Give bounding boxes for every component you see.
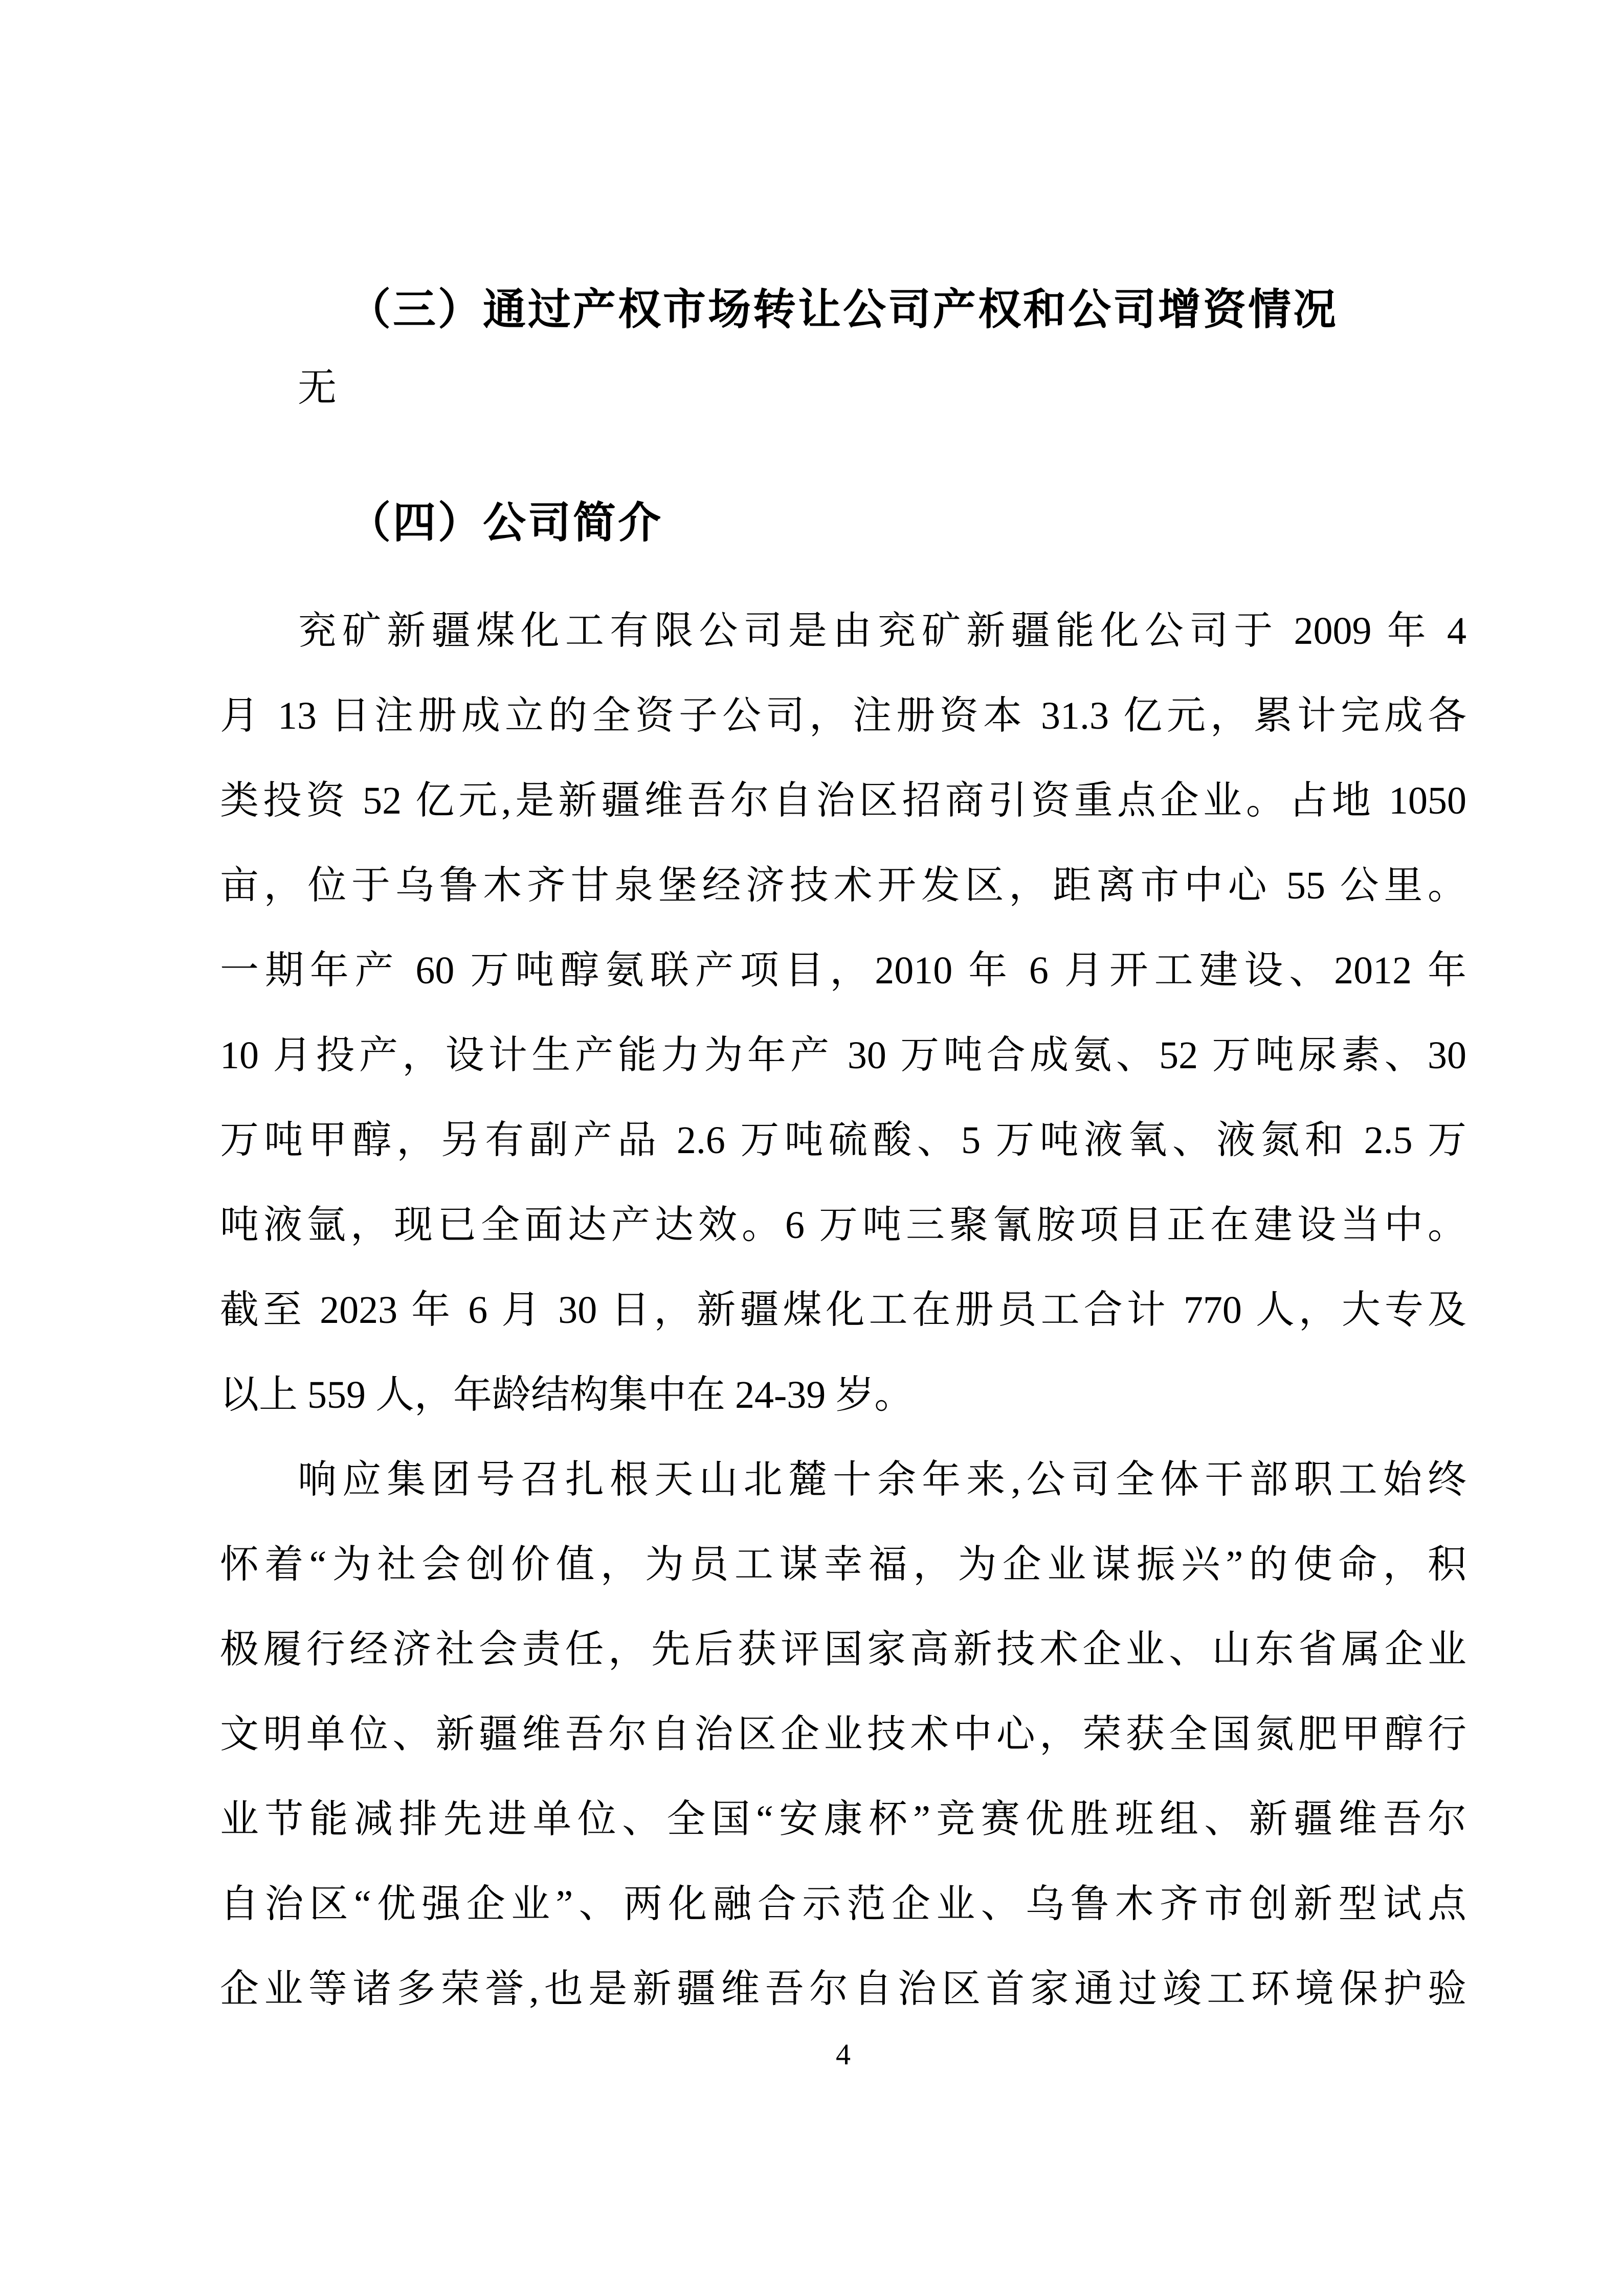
paragraph-line: 10 月投产，设计生产能力为年产 30 万吨合成氨、52 万吨尿素、30 [220,1034,1466,1077]
paragraph-line: 吨液氩，现已全面达产达效。6 万吨三聚氰胺项目正在建设当中。 [220,1204,1466,1247]
page-number: 4 [836,2038,851,2071]
section-heading-4: （四）公司简介 [348,499,663,547]
paragraph-line: 万吨甲醇，另有副产品 2.6 万吨硫酸、5 万吨液氧、液氮和 2.5 万 [220,1119,1466,1162]
paragraph-line: 兖矿新疆煤化工有限公司是由兖矿新疆能化公司于 2009 年 4 [298,610,1466,652]
paragraph-line: 响应集团号召扎根天山北麓十余年来,公司全体干部职工始终 [298,1458,1466,1501]
paragraph-line: 月 13 日注册成立的全资子公司，注册资本 31.3 亿元，累计完成各 [220,694,1466,737]
paragraph-line: 一期年产 60 万吨醇氨联产项目，2010 年 6 月开工建设、2012 年 [220,949,1466,992]
paragraph-line: 文明单位、新疆维吾尔自治区企业技术中心，荣获全国氮肥甲醇行 [220,1713,1466,1756]
paragraph-line: 怀着“为社会创价值，为员工谋幸福，为企业谋振兴”的使命，积 [220,1543,1466,1586]
paragraph-line: 类投资 52 亿元,是新疆维吾尔自治区招商引资重点企业。占地 1050 [220,779,1466,822]
section-heading-3: （三）通过产权市场转让公司产权和公司增资情况 [348,285,1339,333]
company-intro-paragraph-2 [220,1437,1466,2032]
paragraph-line: 以上 559 人，年龄结构集中在 24-39 岁。 [220,1374,914,1416]
paragraph-line: 业节能减排先进单位、全国“安康杯”竞赛优胜班组、新疆维吾尔 [220,1798,1466,1841]
paragraph-line: 自治区“优强企业”、两化融合示范企业、乌鲁木齐市创新型试点 [220,1883,1466,1926]
company-intro-paragraph-1 [220,589,1466,1437]
paragraph-line: 企业等诸多荣誉,也是新疆维吾尔自治区首家通过竣工环境保护验 [220,1968,1466,2011]
paragraph-line: 亩，位于乌鲁木齐甘泉堡经济技术开发区，距离市中心 55 公里。 [220,864,1466,907]
paragraph-line: 截至 2023 年 6 月 30 日，新疆煤化工在册员工合计 770 人，大专及 [220,1289,1466,1332]
none-text: 无 [298,367,337,410]
paragraph-line: 极履行经济社会责任，先后获评国家高新技术企业、山东省属企业 [220,1628,1466,1671]
